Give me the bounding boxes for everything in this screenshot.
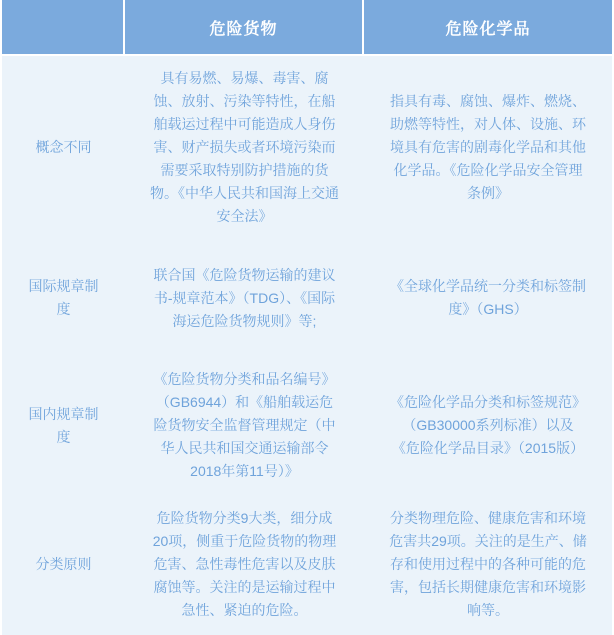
cell-international-hazardous-chemicals bbox=[364, 238, 612, 358]
row-label-text: 国际规章制度 bbox=[28, 278, 99, 317]
cell-text: 具有易燃、易爆、毒害、腐蚀、放射、污染等特性，在船舶载运过程中可能造成人身伤害、财产损失或者环境污染而需要采取特别防护措施的货物。《中华人民共和国海上交通安全法》 bbox=[150, 69, 339, 224]
cell-text: 指具有毒、腐蚀、爆炸、燃烧、助燃等特性，对人体、设施、环境具有危害的剧毒化学品和其他化学品。《危险化学品安全管理条例》 bbox=[390, 92, 586, 201]
cell-text: 联合国《危险货物运输的建议书-规章范本》（TDG）、《国际海运危险货物规则》等; bbox=[153, 266, 336, 329]
cell-classification-hazardous-chemicals bbox=[364, 493, 612, 635]
row-label-domestic-regulations bbox=[2, 358, 125, 493]
row-label-text: 分类原则 bbox=[35, 555, 92, 572]
cell-text: 《全球化学品统一分类和标签制度》（GHS） bbox=[390, 278, 586, 317]
cell-text: 《危险化学品分类和标签规范》（GB30000系列标准）以及《危险化学品目录》（2015版） bbox=[390, 394, 586, 456]
cell-text: 危险货物分类9大类，细分成20项，侧重于危险货物的物理危害、急性毒性危害以及皮肤腐蚀等。关注的是运输过程中急性、紧迫的危险。 bbox=[152, 509, 337, 618]
row-label-classification-principles bbox=[2, 493, 125, 635]
cell-concept-dangerous-goods bbox=[125, 56, 364, 238]
row-label-text: 国内规章制度 bbox=[28, 405, 99, 445]
cell-classification-dangerous-goods bbox=[125, 493, 364, 635]
row-label-international-regulations bbox=[2, 238, 125, 358]
cell-international-dangerous-goods bbox=[125, 238, 364, 358]
row-label-concept bbox=[2, 56, 125, 238]
comparison-table bbox=[2, 0, 612, 635]
cell-domestic-hazardous-chemicals bbox=[364, 358, 612, 493]
header-cell-dangerous-goods: 危险货物 bbox=[125, 0, 364, 56]
cell-text: 《危险货物分类和品名编号》（GB6944）和《船舶载运危险货物安全监督管理规定（中华人民共和国交通运输部令2018年第11号）》 bbox=[153, 371, 336, 479]
cell-text: 分类物理危险、健康危害和环境危害共29项。关注的是生产、储存和使用过程中的各种可能的危害，包括长期健康危害和环境影响等。 bbox=[389, 509, 587, 618]
header-cell-empty bbox=[2, 0, 125, 56]
cell-concept-hazardous-chemicals bbox=[364, 56, 612, 238]
header-cell-hazardous-chemicals: 危险化学品 bbox=[364, 0, 612, 56]
cell-domestic-dangerous-goods bbox=[125, 358, 364, 493]
row-label-text: 概念不同 bbox=[35, 138, 92, 155]
